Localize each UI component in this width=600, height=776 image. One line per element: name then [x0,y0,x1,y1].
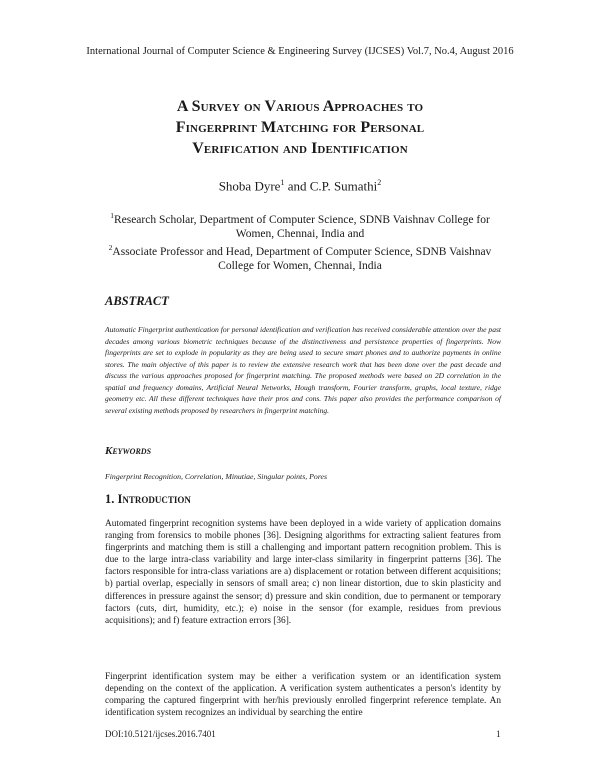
journal-header: International Journal of Computer Science & Engineering Survey (IJCSES) Vol.7, No.4, August 2016 [86,46,514,57]
body-paragraph: Fingerprint identification system may be either a verification system or an identification system depending on the context of the application. A verification system authenticates a person's identity by comparing the captured fingerprint with her/his previously enrolled fingerprint reference template. An identification system recognizes an individual by searching the entire [105,672,501,719]
abstract-text: Automatic Fingerprint authentication for personal identification and verification has received considerable attention over the past decades among various biometric techniques because of the distinctiveness and persistence properties of fingerprints. Now fingerprints are set to explode in popularity as they are being used to secure smart phones and to authorize payments in online stores. The main objective of this paper is to review the extensive research work that has been done over the past decade and discuss the various approaches proposed for fingerprint matching. The proposed methods were based on 2D correlation in the spatial and frequency domains, Artificial Neural Networks, Hough transform, Fourier transform, graphs, local texture, ridge geometry etc. All these different techniques have their pros and cons. This paper also provides the performance comparison of several existing methods proposed by researchers in fingerprint matching. [105,325,501,415]
body-paragraph: Automated fingerprint recognition systems have been deployed in a wide variety of application domains ranging from forensics to mobile phones [36]. Designing algorithms for extracting salient features from fingerprints and matching them is still a challenging and important pattern recognition problem. This is due to the large intra-class variability and large inter-class similarity in fingerprint patterns [36]. The factors responsible for intra-class variations are a) displacement or rotation between different acquisitions; b) partial overlap, especially in sensors of small area; c) non linear distortion, due to skin plasticity and differences in pressure against the sensor; d) pressure and skin condition, due to permanent or temporary factors (cuts, dirt, humidity, etc.); e) noise in the sensor (for example, residues from previous acquisitions); and f) feature extraction errors [36]. [105,519,501,626]
abstract-heading: ABSTRACT [105,294,169,308]
affiliation [100,209,500,241]
keywords-heading: Keywords [105,445,152,457]
paper-title [60,96,540,159]
affiliation-mark: 2 [108,242,113,252]
author-conjunction: and [287,178,307,194]
title-line: Fingerprint Matching for Personal [175,119,425,136]
page-number: 1 [496,729,501,739]
author-name: C.P. Sumathi [309,178,378,194]
affiliation-mark: 2 [377,178,382,187]
affiliation-mark: 1 [110,211,114,220]
author-line [0,178,600,194]
title-line: A Survey on Various Approaches to [176,98,424,115]
affiliation-text: Research Scholar, Department of Computer Science, SDNB Vaishnav College for Women, Chennai, India and [113,213,490,240]
author-name: Shoba Dyre [218,178,281,194]
doi: DOI:10.5121/ijcses.2016.7401 [105,729,216,739]
affiliation-text: Associate Professor and Head, Department of Computer Science, SDNB Vaishnav College for Women, Chennai, India [112,245,492,272]
section-heading-introduction: 1. Introduction [105,492,191,506]
title-line: Verification and Identification [192,140,408,157]
keywords-text: Fingerprint Recognition, Correlation, Minutiae, Singular points, Pores [105,472,328,481]
affiliations [100,209,500,273]
affiliation [100,241,500,273]
affiliation-mark: 1 [280,178,285,187]
